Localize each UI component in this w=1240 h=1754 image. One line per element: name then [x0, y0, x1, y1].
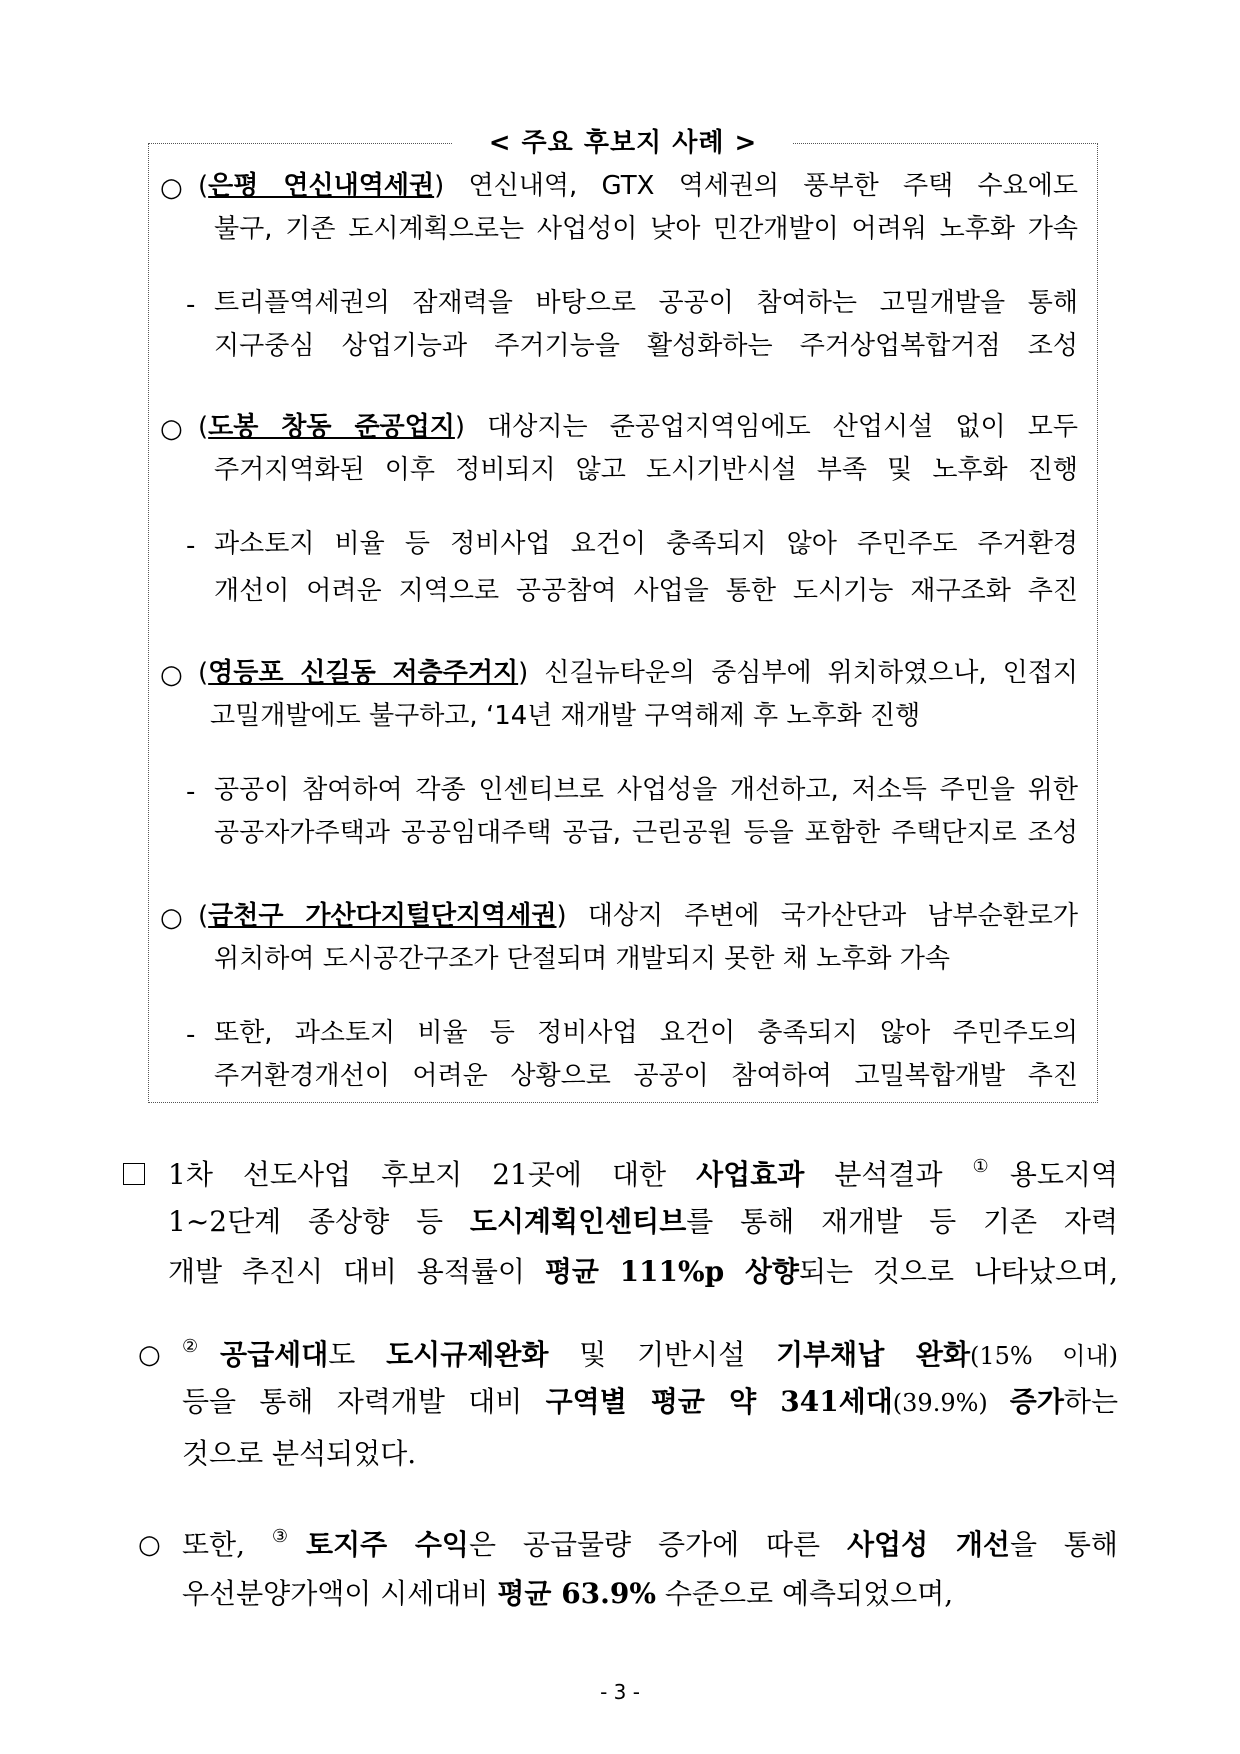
text-run-bold: 공급세대: [220, 1338, 329, 1371]
case-head: 은평 연신내역세권: [208, 171, 435, 201]
circle-bullet: ○: [138, 1530, 161, 1560]
text-run: 등을 통해 자력개발 대비: [182, 1385, 546, 1418]
text-run-bold: 증가: [1009, 1385, 1064, 1418]
case-line: 주거지역화된 이후 정비되지 않고 도시기반시설 부족 및 노후화 진행: [214, 455, 1078, 485]
text-run: 또한,: [182, 1528, 272, 1561]
paragraph-line: [182, 1577, 954, 1610]
text-run-bold: 구역별 평균 약 341세대: [545, 1385, 893, 1418]
sub-line: 과소토지 비율 등 정비사업 요건이 충족되지 않아 주민주도 주거환경: [214, 529, 1078, 559]
sub-marker: -: [186, 290, 196, 320]
sub-line: 주거환경개선이 어려운 상황으로 공공이 참여하여 고밀복합개발 추진: [214, 1061, 1078, 1091]
text-run: 를 통해 재개발 등 기존 자력: [686, 1205, 1118, 1238]
case-line: (영등포 신길동 저층주거지) 신길뉴타운의 중심부에 위치하였으나, 인접지: [198, 658, 1078, 688]
paragraph-line: [182, 1336, 1118, 1371]
case-line-rest: ) 신길뉴타운의 중심부에 위치하였으나, 인접지: [518, 658, 1078, 688]
text-run: 우선분양가액이 시세대비: [182, 1577, 498, 1610]
sub-marker: -: [186, 531, 196, 561]
paragraph-line: [168, 1205, 1118, 1238]
sub-line: 공공이 참여하여 각종 인센티브로 사업성을 개선하고, 저소득 주민을 위한: [214, 775, 1078, 805]
case-line: 고밀개발에도 불구하고, ‘14년 재개발 구역해제 후 노후화 진행: [210, 701, 921, 731]
paragraph-line: 것으로 분석되었다.: [182, 1437, 417, 1470]
page-number: - 3 -: [600, 1680, 640, 1704]
paragraph-line: [182, 1526, 1118, 1561]
case-head: 영등포 신길동 저층주거지: [208, 658, 519, 688]
text-run: 을 통해: [1009, 1528, 1118, 1561]
square-bullet-icon: [123, 1163, 145, 1185]
paragraph-line: [168, 1255, 1118, 1288]
case-head: 도봉 창동 준공업지: [208, 412, 455, 442]
text-run: 도: [328, 1338, 387, 1371]
text-run: (39.9%): [892, 1389, 1010, 1417]
text-run-bold: 토지주 수익: [306, 1528, 469, 1561]
paragraph-line: [182, 1385, 1118, 1418]
text-run-bold: 평균 111%p 상향: [544, 1255, 799, 1288]
text-run-bold: 사업효과: [696, 1158, 805, 1191]
case-line: (은평 연신내역세권) 연신내역, GTX 역세권의 풍부한 주택 수요에도: [198, 171, 1078, 201]
case-line-rest: ) 대상지는 준공업지역임에도 산업시설 없이 모두: [454, 412, 1078, 442]
case-marker: ○: [160, 903, 183, 933]
text-run: 1차 선도사업 후보지 21곳에 대한: [168, 1158, 697, 1191]
case-marker: ○: [160, 414, 183, 444]
text-run: 은 공급물량 증가에 따른: [468, 1528, 847, 1561]
circled-number: ②: [182, 1336, 221, 1357]
box-title-wrap: [149, 122, 1097, 159]
sub-line: 트리플역세권의 잠재력을 바탕으로 공공이 참여하는 고밀개발을 통해: [214, 288, 1078, 318]
case-line-rest: ) 연신내역, GTX 역세권의 풍부한 주택 수요에도: [434, 171, 1078, 201]
case-line: 불구, 기존 도시계획으로는 사업성이 낮아 민간개발이 어려워 노후화 가속: [214, 214, 1078, 244]
text-run: (15% 이내): [970, 1342, 1118, 1370]
text-run: 1~2단계 종상향 등: [168, 1205, 470, 1238]
sub-line: 지구중심 상업기능과 주거기능을 활성화하는 주거상업복합거점 조성: [214, 331, 1078, 361]
circled-number: ①: [972, 1156, 1010, 1177]
box-title: < 주요 후보지 사례 >: [453, 128, 794, 158]
sub-marker: -: [186, 1020, 196, 1050]
sub-line: 개선이 어려운 지역으로 공공참여 사업을 통한 도시기능 재구조화 추진: [214, 576, 1078, 606]
case-marker: ○: [160, 660, 183, 690]
text-run-bold: 도시계획인센티브: [469, 1205, 687, 1238]
case-marker: ○: [160, 173, 183, 203]
case-line: 위치하여 도시공간구조가 단절되며 개발되지 못한 채 노후화 가속: [214, 944, 950, 974]
sub-marker: -: [186, 777, 196, 807]
case-line: (금천구 가산다지털단지역세권) 대상지 주변에 국가산단과 남부순환로가: [198, 901, 1078, 931]
paragraph-line: [168, 1156, 1119, 1191]
text-run: 되는 것으로 나타났으며,: [798, 1255, 1118, 1288]
text-run-bold: 기부채납 완화: [776, 1338, 971, 1371]
sub-line: 또한, 과소토지 비율 등 정비사업 요건이 충족되지 않아 주민주도의: [214, 1018, 1078, 1048]
case-head: 금천구 가산다지털단지역세권: [208, 901, 557, 931]
text-run: 분석결과: [804, 1158, 973, 1191]
text-run-bold: 사업성 개선: [846, 1528, 1010, 1561]
case-line: (도봉 창동 준공업지) 대상지는 준공업지역임에도 산업시설 없이 모두: [198, 412, 1078, 442]
text-run-bold: 평균 63.9%: [497, 1577, 656, 1610]
case-line-rest: ) 대상지 주변에 국가산단과 남부순환로가: [556, 901, 1078, 931]
circled-number: ③: [271, 1526, 307, 1547]
text-run-bold: 도시규제완화: [386, 1338, 549, 1371]
text-run: 및 기반시설: [548, 1338, 777, 1371]
text-run: 용도지역: [1009, 1158, 1119, 1191]
circle-bullet: ○: [138, 1340, 161, 1370]
text-run: 하는: [1063, 1385, 1118, 1418]
text-run: 개발 추진시 대비 용적률이: [168, 1255, 545, 1288]
sub-line: 공공자가주택과 공공임대주택 공급, 근린공원 등을 포함한 주택단지로 조성: [214, 818, 1078, 848]
text-run: 수준으로 예측되었으며,: [656, 1577, 954, 1610]
